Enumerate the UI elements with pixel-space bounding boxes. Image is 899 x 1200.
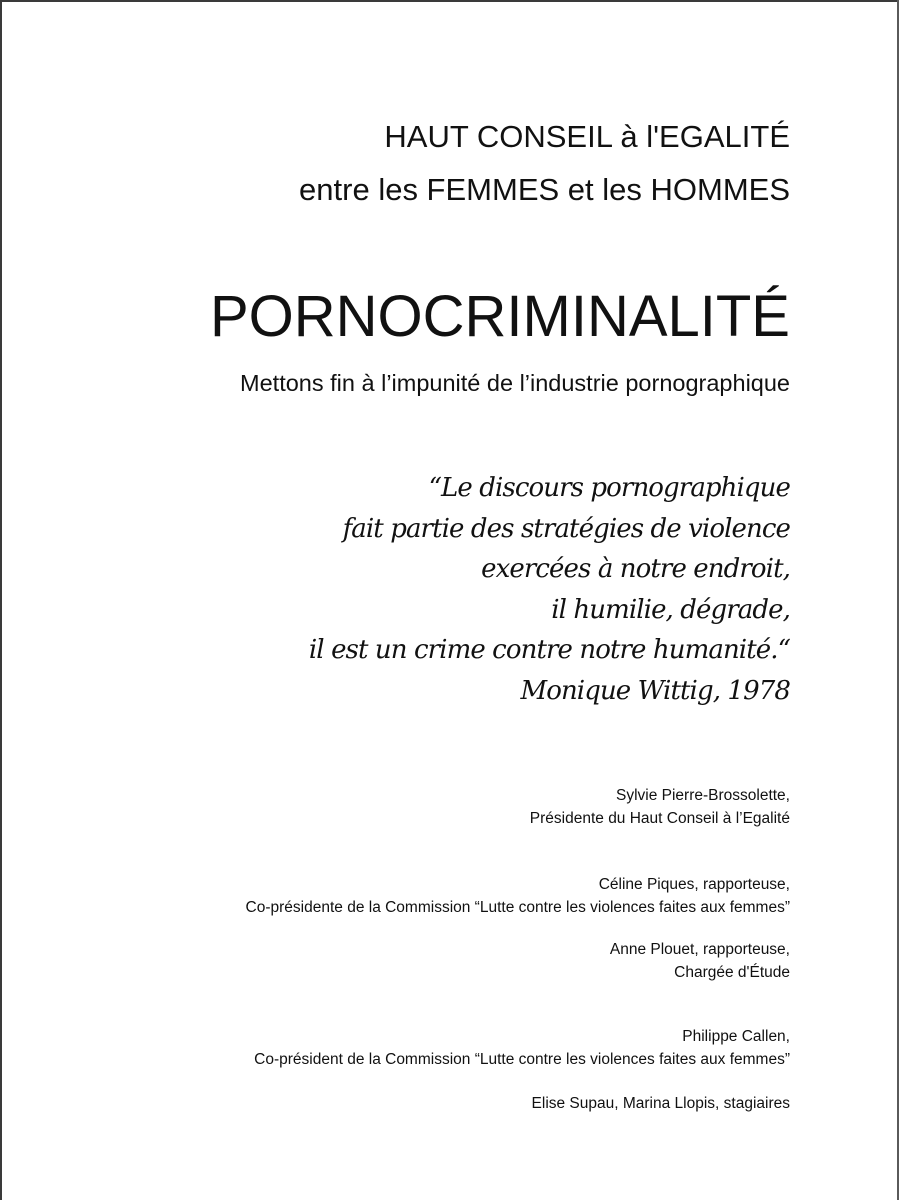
credit-name: Céline Piques, rapporteuse,: [598, 876, 790, 893]
credit-interns: [532, 1093, 790, 1116]
credit-name: Philippe Callen,: [682, 1028, 790, 1045]
credit-role: Co-présidente de la Commission “Lutte contre les violences faites aux femmes”: [245, 898, 790, 916]
credit-rapporteuse-2: [610, 939, 790, 984]
quote-line: il humilie, dégrade,: [551, 594, 790, 625]
credit-role: Chargée d'Étude: [674, 963, 790, 981]
quote-line: “Le discours pornographique: [428, 473, 790, 503]
quote-line: fait partie des stratégies de violence: [342, 513, 790, 544]
quote-line: exercées à notre endroit,: [481, 554, 790, 584]
credit-name: Elise Supau, Marina Llopis, stagiaires: [531, 1095, 790, 1112]
credit-copresident: [254, 1026, 790, 1071]
credit-rapporteuse-1: [246, 874, 790, 919]
report-subtitle: Mettons fin à l’impunité de l’industrie pornographique: [240, 370, 790, 396]
credit-name: Sylvie Pierre-Brossolette,: [615, 787, 790, 804]
credit-president: [530, 785, 790, 830]
epigraph-quote: [309, 468, 790, 711]
credit-role: Co-président de la Commission “Lutte contre les violences faites aux femmes”: [254, 1050, 790, 1068]
credit-name: Anne Plouet, rapporteuse,: [609, 941, 790, 958]
quote-author: Monique Wittig, 1978: [520, 675, 790, 706]
organization-name: HAUT CONSEIL à l'EGALITÉ: [384, 119, 790, 154]
credit-role: Présidente du Haut Conseil à l’Egalité: [529, 809, 790, 827]
report-title: PORNOCRIMINALITÉ: [209, 284, 790, 349]
quote-line: il est un crime contre notre humanité.“: [308, 635, 790, 665]
organization-heading: [299, 110, 790, 216]
organization-subtitle: entre les FEMMES et les HOMMES: [299, 172, 790, 207]
